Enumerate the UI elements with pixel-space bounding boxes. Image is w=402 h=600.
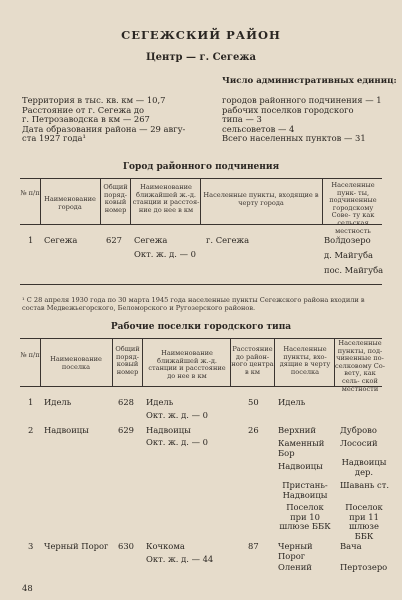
row-subordinate: Поселок при 11 шлюзе ББК: [345, 502, 383, 541]
row-in-settlement: Идель: [278, 397, 306, 407]
row-in-settlement: Олений: [278, 562, 312, 572]
table2-header-station: Наименование ближайшей ж.-д. станции и расстояние до нее в км: [148, 349, 226, 380]
row-order: 627: [106, 235, 122, 245]
row-distance: 50: [248, 397, 259, 407]
table1-col-rule: [130, 178, 131, 224]
row-num: 3: [28, 541, 34, 551]
row-name: Надвоицы: [44, 425, 89, 435]
row-station-distance: Окт. ж. д. — 44: [146, 554, 214, 564]
footnote-rule: [20, 284, 382, 285]
row-distance: 87: [248, 541, 259, 551]
summary-line: г. Петрозаводска в км — 267: [22, 114, 150, 125]
row-num: 1: [28, 235, 34, 245]
row-num: 1: [28, 397, 34, 407]
row-subordinate: Лососий: [340, 438, 378, 448]
table2-col-rule: [40, 338, 41, 386]
row-in-settlement: Надвоицы: [278, 461, 323, 471]
admin-line: городов районного подчинения — 1: [222, 95, 382, 105]
row-subordinate: пос. Майгуба: [324, 265, 384, 275]
row-order: 630: [118, 541, 134, 551]
table2-header-num: № п/п: [20, 351, 40, 359]
summary-line: Расстояние от г. Сегежа до: [22, 104, 145, 115]
admin-line: типа — 3: [222, 114, 262, 125]
table1-header-station: Наименование ближайшей ж.-д. станции и расстоя- ние до нее в км: [132, 183, 200, 214]
row-subordinate: Вача: [340, 541, 362, 551]
row-station: Кочкома: [146, 541, 185, 551]
row-station: Надвоицы: [146, 425, 191, 435]
row-order: 629: [118, 425, 134, 435]
row-in-settlement: Верхний: [278, 425, 316, 435]
section-title-settlements: Рабочие поселки городского типа: [110, 322, 292, 332]
row-subordinate: Пертозеро: [340, 562, 388, 572]
row-station-distance: Окт. ж. д. — 0: [134, 249, 196, 259]
table1-header-num: № п/п: [20, 189, 40, 197]
table2-col-rule: [274, 338, 275, 386]
row-name: Черный Порог: [44, 541, 109, 551]
row-distance: 26: [248, 425, 259, 435]
section-title-city: Город районного подчинения: [122, 162, 280, 172]
district-center: Центр — г. Сегежа: [146, 52, 256, 63]
table2-top-rule: [20, 338, 382, 339]
row-subordinate: Надвоицы дер.: [341, 457, 387, 477]
row-station-distance: Окт. ж. д. — 0: [146, 410, 208, 420]
table2-header-distance: Расстояние до район- ного центра в км: [231, 345, 274, 376]
summary-right: [222, 96, 382, 144]
table2-header-subordinate: Населенные пункты, под- чиненные по- селковому Со- вету, как сель- ской местности: [335, 339, 385, 393]
summary-line: Территория в тыс. кв. км — 10,7: [22, 95, 166, 105]
table1-header-order: Общий поряд- ковый номер: [103, 183, 128, 214]
row-subordinate: д. Майгуба: [324, 250, 373, 260]
admin-line: Всего населенных пунктов — 31: [222, 133, 366, 144]
footnote: ¹ С 28 апреля 1930 года по 30 марта 1945 года населенные пункты Сегежского района входили в состав Медвежьегорского, Беломорского и Ругозерского районов.: [22, 296, 365, 312]
row-num: 2: [28, 425, 34, 435]
table1-header-in-city: Населенные пункты, входящие в черту города: [203, 191, 319, 207]
row-in-city: г. Сегежа: [206, 235, 250, 245]
table2-col-rule: [142, 338, 143, 386]
row-order: 628: [118, 397, 134, 407]
summary-left: [22, 96, 185, 144]
table2-header-rule: [20, 386, 382, 387]
row-name: Сегежа: [44, 235, 78, 245]
table2-header-name: Наименование поселка: [50, 355, 102, 371]
page-number: 48: [22, 583, 33, 593]
row-name: Идель: [44, 397, 72, 407]
summary-line: Дата образования района — 29 авгу-: [22, 123, 186, 134]
row-station-distance: Окт. ж. д. — 0: [146, 437, 208, 447]
table1-header-name: Наименование города: [44, 195, 96, 211]
row-in-settlement: Каменный Бор: [278, 438, 325, 458]
admin-line: сельсоветов — 4: [222, 123, 295, 134]
row-in-settlement: Черный Порог: [278, 541, 313, 561]
admin-units-heading: Число административных единиц:: [222, 76, 397, 86]
row-in-settlement: Поселок при 10 шлюзе ББК: [279, 502, 331, 531]
row-station: Идель: [146, 397, 174, 407]
table1-col-rule: [200, 178, 201, 224]
page-title: СЕГЕЖСКИЙ РАЙОН: [121, 28, 281, 42]
row-station: Сегежа: [134, 235, 168, 245]
row-subordinate: Дуброво: [340, 425, 377, 435]
table2-header-in-settlement: Населенные пункты, вхо- дящие в черту поселка: [279, 345, 331, 376]
table1-col-rule: [40, 178, 41, 224]
row-in-settlement: Пристань- Надвоицы: [282, 480, 328, 500]
row-subordinate: Вол̆дозеро: [324, 235, 371, 245]
summary-line: ста 1927 года¹: [22, 133, 86, 144]
table2-header-order: Общий поряд- ковый номер: [115, 345, 140, 376]
table1-header-subordinate: Населенные пунк- ты, подчиненные городскому Сове- ту как сельская местность: [329, 181, 377, 235]
table1-top-rule: [20, 178, 382, 179]
admin-line: рабочих поселков городского: [222, 104, 354, 115]
row-subordinate: Шавань ст.: [340, 480, 390, 490]
